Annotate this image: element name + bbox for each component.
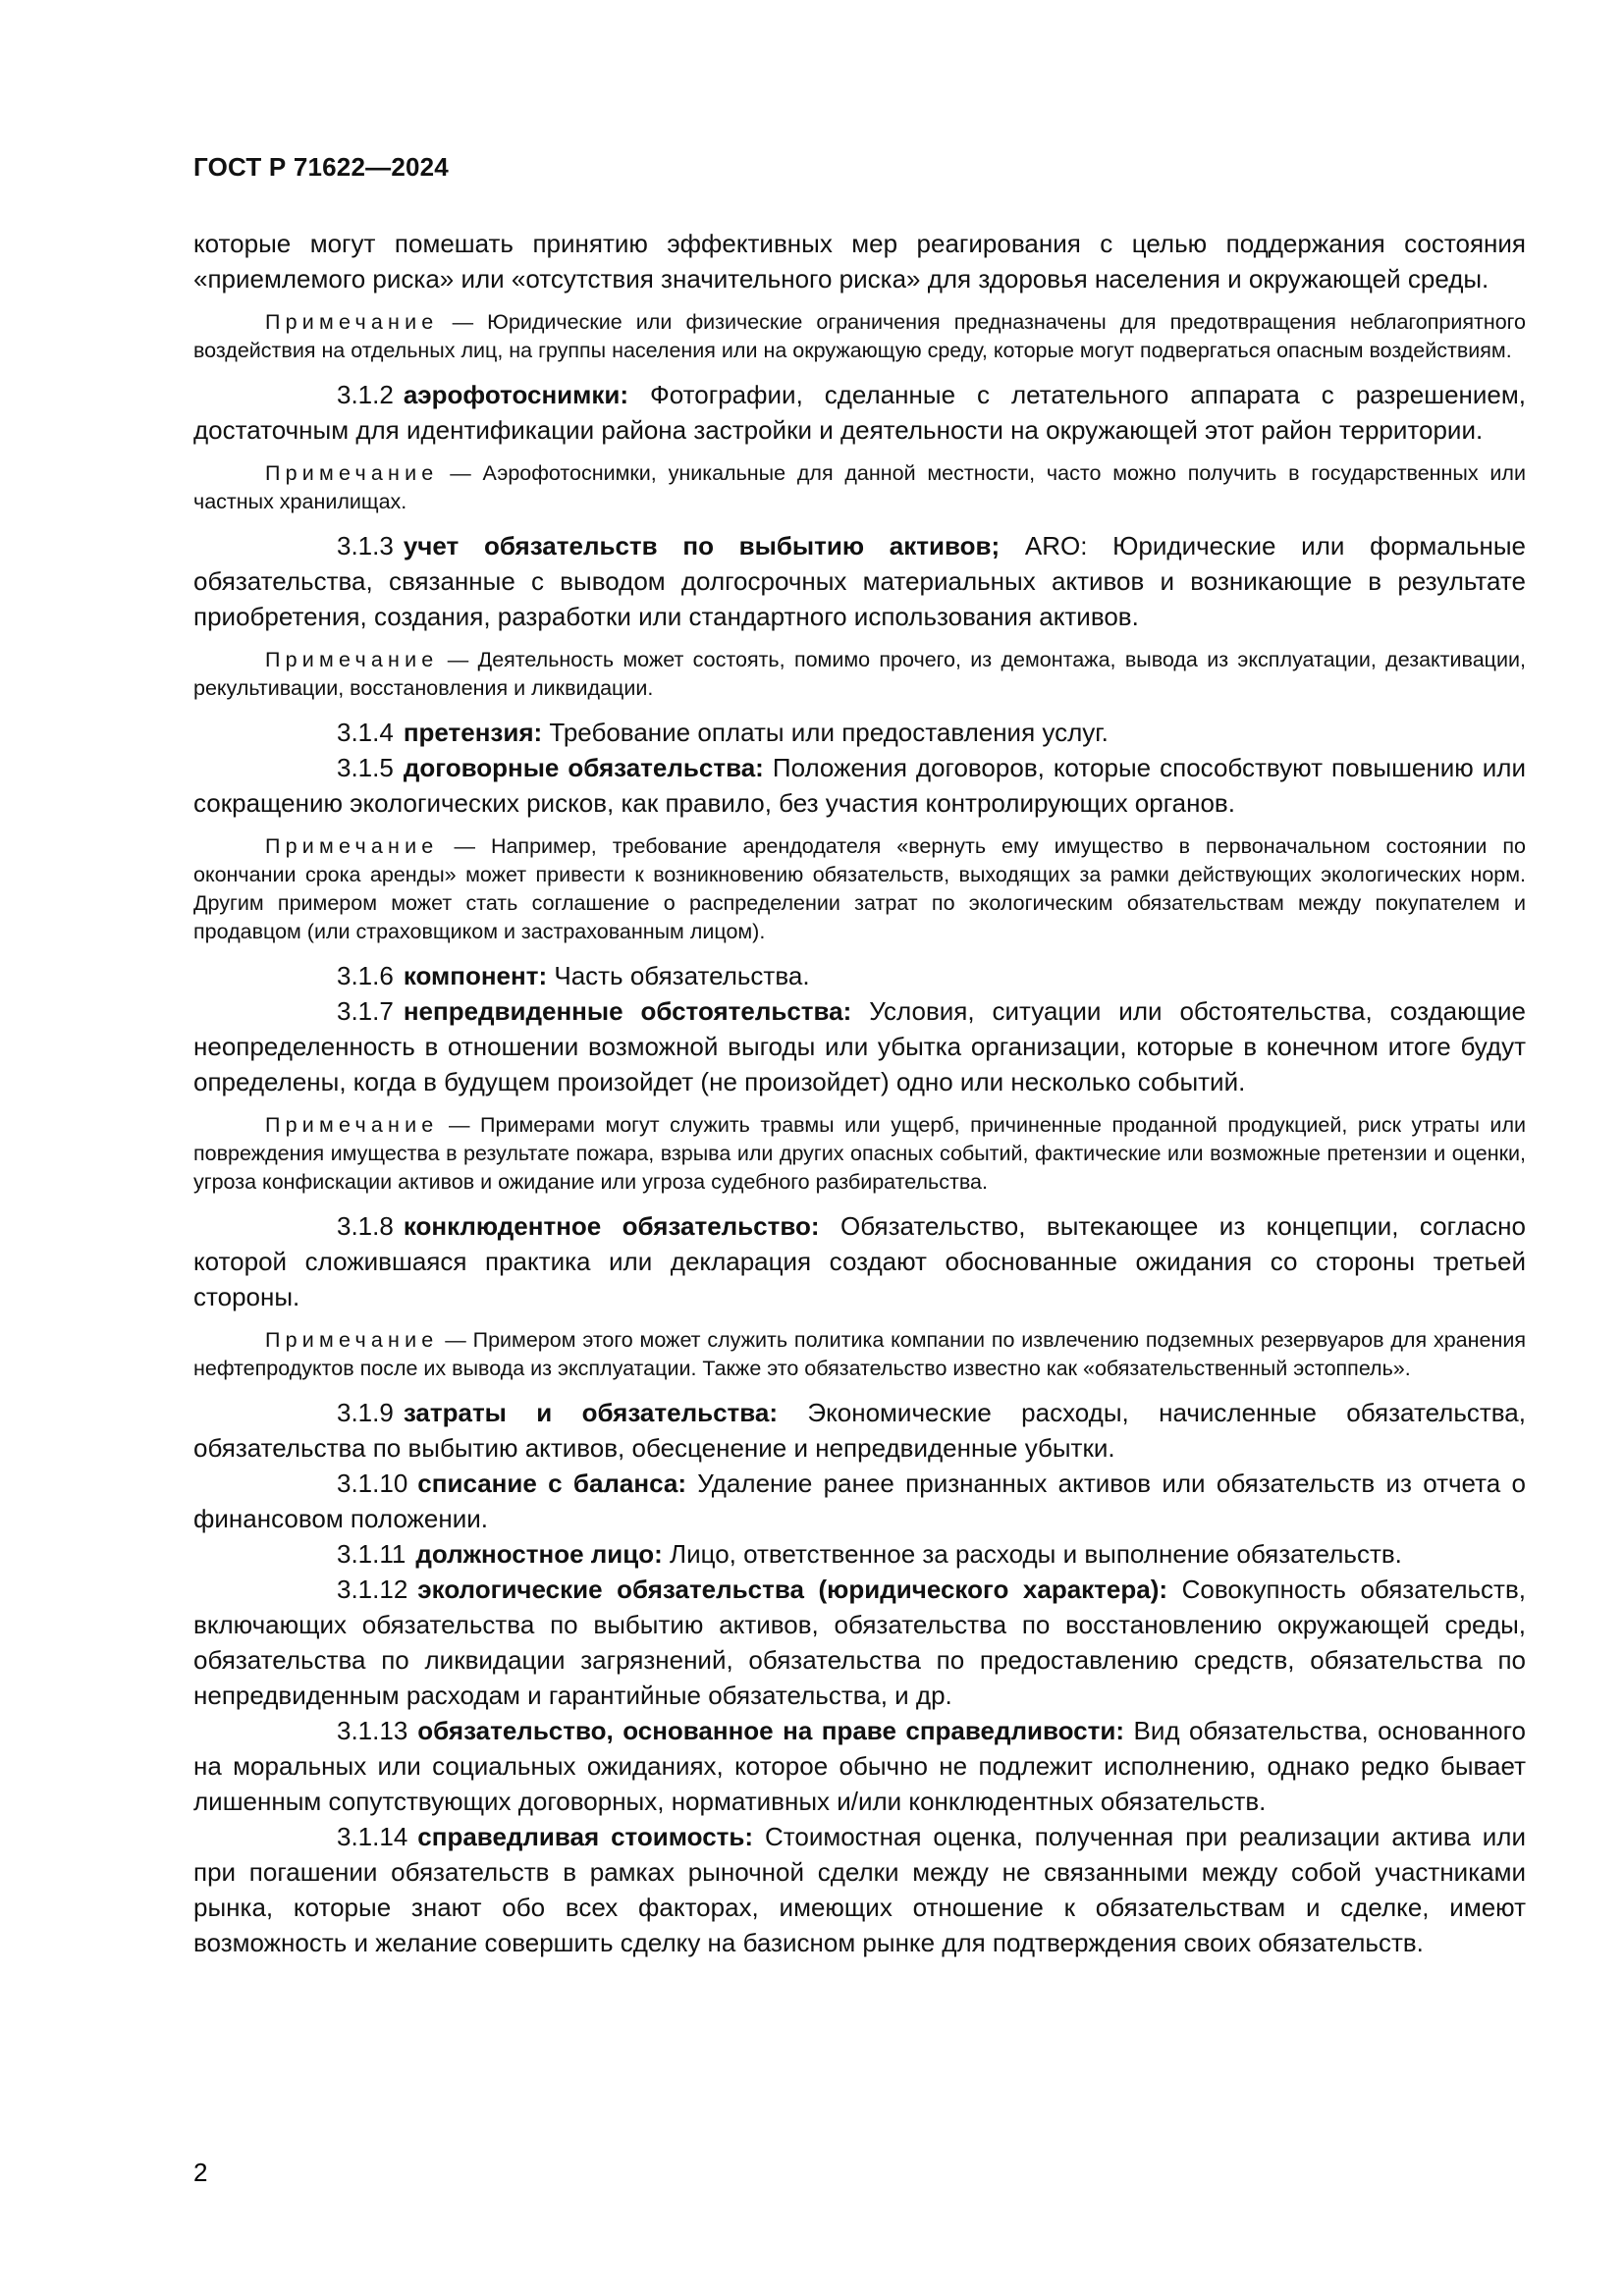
term-definition: Лицо, ответственное за расходы и выполнение обязательств. <box>670 1539 1402 1569</box>
term-number: 3.1.14 <box>337 1822 408 1851</box>
note-dash: — <box>452 310 474 334</box>
term-number: 3.1.7 <box>337 996 394 1026</box>
term-definition: Удаление ранее признанных активов или обязательств из отчета о финансовом положении. <box>193 1468 1526 1533</box>
page-number: 2 <box>193 2158 208 2187</box>
term-title: учет обязательств по выбытию активов; <box>403 531 1001 561</box>
note-label: Примечание <box>265 648 439 671</box>
term-3-1-12 <box>193 1572 1526 1713</box>
term-number: 3.1.6 <box>337 961 394 990</box>
term-title: претензия: <box>403 718 543 747</box>
term-title: аэрофотоснимки: <box>403 380 629 409</box>
note-text: Например, требование арендодателя «вернуть ему имущество в первоначальном состоянии по окончании срока аренды» может привести к возникновению обязательств, выходящих за рамки действующих экологических норм. Другим примером может стать соглашение о распределении затрат по экологическим обязательствам между покупателем и продавцом (или страховщиком и застрахованным лицом). <box>193 834 1526 943</box>
term-3-1-9 <box>193 1395 1526 1466</box>
document-header: ГОСТ Р 71622—2024 <box>193 152 449 182</box>
note-3 <box>193 646 1526 703</box>
term-title: справедливая стоимость: <box>417 1822 754 1851</box>
note-text: Юридические или физические ограничения предназначены для предотвращения неблагоприятного воздействия на отдельных лиц, на группы населения или на окружающую среду, которые могут подвергаться опасным воздействиям. <box>193 310 1526 362</box>
note-label: Примечание <box>265 1113 439 1137</box>
note-dash: — <box>447 648 469 671</box>
note-dash: — <box>450 461 471 485</box>
term-3-1-2 <box>193 377 1526 448</box>
note-text: Аэрофотоснимки, уникальные для данной местности, часто можно получить в государственных или частных хранилищах. <box>193 461 1526 513</box>
term-number: 3.1.8 <box>337 1211 394 1241</box>
term-number: 3.1.10 <box>337 1468 408 1498</box>
note-text: Деятельность может состоять, помимо прочего, из демонтажа, вывода из эксплуатации, дезактивации, рекультивации, восстановления и ликвидации. <box>193 648 1526 700</box>
note-0 <box>193 308 1526 365</box>
term-3-1-6 <box>193 958 1526 993</box>
term-definition: Вид обязательства, основанного на моральных или социальных ожиданиях, которое обычно не подлежит исполнению, однако редко бывает лишенным сопутствующих договорных, нормативных и/или конклюдентных обязательств. <box>193 1716 1526 1816</box>
term-definition: Требование оплаты или предоставления услуг. <box>549 718 1109 747</box>
term-definition: Условия, ситуации или обстоятельства, создающие неопределенность в отношении возможной выгоды или убытка организации, которые в конечном итоге будут определены, когда в будущем произойдет (не произойдет) одно или несколько событий. <box>193 996 1526 1096</box>
note-text: Примером этого может служить политика компании по извлечению подземных резервуаров для хранения нефтепродуктов после их вывода из эксплуатации. Также это обязательство известно как «обязательственный эстоппель». <box>193 1328 1526 1380</box>
term-3-1-14 <box>193 1819 1526 1960</box>
term-definition: Совокупность обязательств, включающих обязательства по выбытию активов, обязательства по восстановлению окружающей среды, обязательства по ликвидации загрязнений, обязательства по предоставлению средств, обязательства по непредвиденным расходам и гарантийные обязательства, и др. <box>193 1575 1526 1710</box>
term-number: 3.1.11 <box>337 1539 406 1569</box>
term-3-1-7 <box>193 993 1526 1099</box>
term-title: непредвиденные обстоятельства: <box>403 996 852 1026</box>
term-3-1-10 <box>193 1466 1526 1536</box>
note-text: Примерами могут служить травмы или ущерб, причиненные проданной продукцией, риск утраты или повреждения имущества в результате пожара, взрыва или других опасных событий, фактические или возможные претензии и оценки, угроза конфискации активов и ожидание или угроза судебного разбирательства. <box>193 1113 1526 1194</box>
note-dash: — <box>449 1113 470 1137</box>
term-3-1-4 <box>193 715 1526 750</box>
term-3-1-8 <box>193 1208 1526 1314</box>
note-label: Примечание <box>265 834 439 858</box>
term-definition: Часть обязательства. <box>554 961 810 990</box>
term-definition: ARO: Юридические или формальные обязательства, связанные с выводом долгосрочных материальных активов и возникающие в результате приобретения, создания, разработки или стандартного использования активов. <box>193 531 1526 631</box>
term-definition: Обязательство, вытекающее из концепции, согласно которой сложившаяся практика или декларация создают обоснованные ожидания со стороны третьей стороны. <box>193 1211 1527 1311</box>
term-definition: Экономические расходы, начисленные обязательства, обязательства по выбытию активов, обесценение и непредвиденные убытки. <box>193 1398 1526 1463</box>
term-3-1-3 <box>193 528 1526 634</box>
term-3-1-11 <box>193 1536 1526 1572</box>
term-number: 3.1.5 <box>337 753 394 782</box>
term-number: 3.1.4 <box>337 718 394 747</box>
term-definition: Фотографии, сделанные с летательного аппарата с разрешением, достаточным для идентификации района застройки и деятельности на окружающей этот район территории. <box>193 380 1526 445</box>
note-label: Примечание <box>265 1328 439 1352</box>
note-dash: — <box>454 834 475 858</box>
term-title: должностное лицо: <box>415 1539 663 1569</box>
term-definition: Стоимостная оценка, полученная при реализации актива или при погашении обязательств в рамках рыночной сделки между не связанными между собой участниками рынка, которые знают обо всех факторах, имеющих отношение к обязательствам и сделке, имеют возможность и желание совершить сделку на базисном рынке для подтверждения своих обязательств. <box>193 1822 1526 1957</box>
term-number: 3.1.12 <box>337 1575 408 1604</box>
term-title: конклюдентное обязательство: <box>403 1211 820 1241</box>
term-title: списание с баланса: <box>417 1468 686 1498</box>
term-number: 3.1.2 <box>337 380 394 409</box>
intro-paragraph: которые могут помешать принятию эффективных мер реагирования с целью поддержания состояния «приемлемого риска» или «отсутствия значительного риска» для здоровья населения и окружающей среды. <box>193 229 1526 294</box>
note-label: Примечание <box>265 310 439 334</box>
term-definition: Положения договоров, которые способствуют повышению или сокращению экологических рисков, как правило, без участия контролирующих органов. <box>193 753 1526 818</box>
term-title: обязательство, основанное на праве справедливости: <box>417 1716 1124 1745</box>
note-label: Примечание <box>265 461 439 485</box>
note-8 <box>193 1326 1526 1383</box>
term-title: экологические обязательства (юридического характера): <box>417 1575 1168 1604</box>
term-title: компонент: <box>403 961 548 990</box>
note-7 <box>193 1111 1526 1197</box>
term-number: 3.1.13 <box>337 1716 408 1745</box>
note-2 <box>193 459 1526 516</box>
note-dash: — <box>445 1328 466 1352</box>
term-number: 3.1.9 <box>337 1398 394 1427</box>
term-number: 3.1.3 <box>337 531 394 561</box>
term-title: затраты и обязательства: <box>403 1398 779 1427</box>
term-3-1-5 <box>193 750 1526 821</box>
note-5 <box>193 832 1526 946</box>
term-3-1-13 <box>193 1713 1526 1819</box>
term-title: договорные обязательства: <box>403 753 764 782</box>
